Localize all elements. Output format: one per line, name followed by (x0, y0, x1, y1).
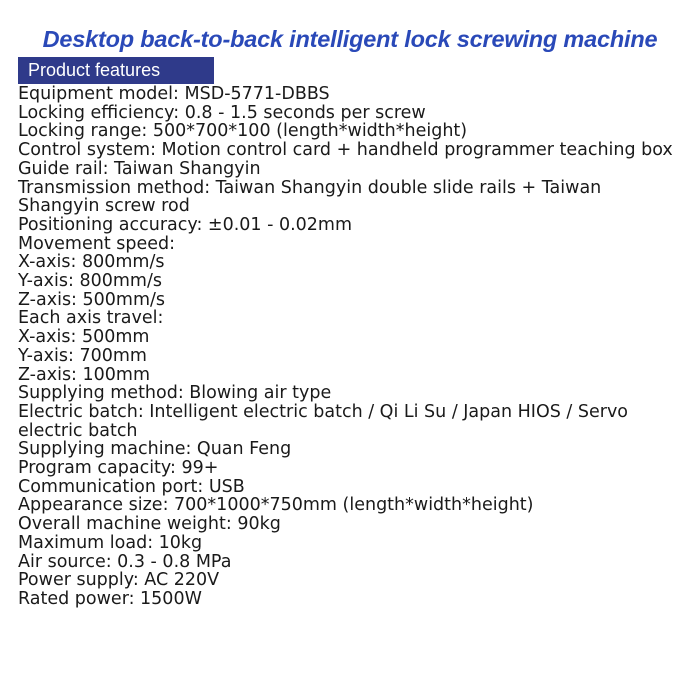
feature-item-control-system: Control system: Motion control card + handheld programmer teaching box (18, 140, 673, 161)
feature-item-supplying-method: Supplying method: Blowing air type (18, 383, 332, 404)
feature-item-power-supply: Power supply: AC 220V (18, 570, 220, 591)
feature-item-guide-rail: Guide rail: Taiwan Shangyin (18, 158, 261, 179)
feature-item-air-source: Air source: 0.3 - 0.8 MPa (18, 551, 232, 572)
feature-item-travel-z: Z-axis: 100mm (18, 364, 151, 385)
feature-item-electric-batch: Electric batch: Intelligent electric batch / Qi Li Su / Japan HIOS / Servo electric batch (18, 401, 629, 441)
feature-item-travel-y: Y-axis: 700mm (18, 345, 147, 366)
feature-item-positioning-accuracy: Positioning accuracy: ±0.01 - 0.02mm (18, 214, 353, 235)
feature-item-travel-x: X-axis: 500mm (18, 327, 150, 348)
feature-list (18, 85, 688, 609)
feature-item-speed-x: X-axis: 800mm/s (18, 252, 165, 273)
page-title: Desktop back-to-back intelligent lock screwing machine (42, 26, 658, 52)
section-badge-product-features: Product features (18, 57, 214, 84)
feature-item-transmission-method: Transmission method: Taiwan Shangyin double slide rails + Taiwan Shangyin screw rod (18, 177, 602, 217)
feature-item-machine-weight: Overall machine weight: 90kg (18, 514, 281, 535)
feature-item-communication-port: Communication port: USB (18, 476, 245, 497)
feature-item-locking-efficiency: Locking efficiency: 0.8 - 1.5 seconds per screw (18, 102, 426, 123)
feature-item-locking-range: Locking range: 500*700*100 (length*width*height) (18, 121, 468, 142)
feature-item-speed-y: Y-axis: 800mm/s (18, 271, 162, 292)
feature-item-maximum-load: Maximum load: 10kg (18, 532, 203, 553)
feature-item-speed-z: Z-axis: 500mm/s (18, 289, 166, 310)
feature-item-supplying-machine: Supplying machine: Quan Feng (18, 439, 292, 460)
feature-item-movement-speed: Movement speed: (18, 233, 176, 254)
feature-item-appearance-size: Appearance size: 700*1000*750mm (length*width*height) (18, 495, 534, 516)
feature-item-program-capacity: Program capacity: 99+ (18, 458, 219, 479)
feature-item-axis-travel: Each axis travel: (18, 308, 164, 329)
feature-item-rated-power: Rated power: 1500W (18, 588, 202, 609)
feature-item-equipment-model: Equipment model: MSD-5771-DBBS (18, 84, 330, 104)
